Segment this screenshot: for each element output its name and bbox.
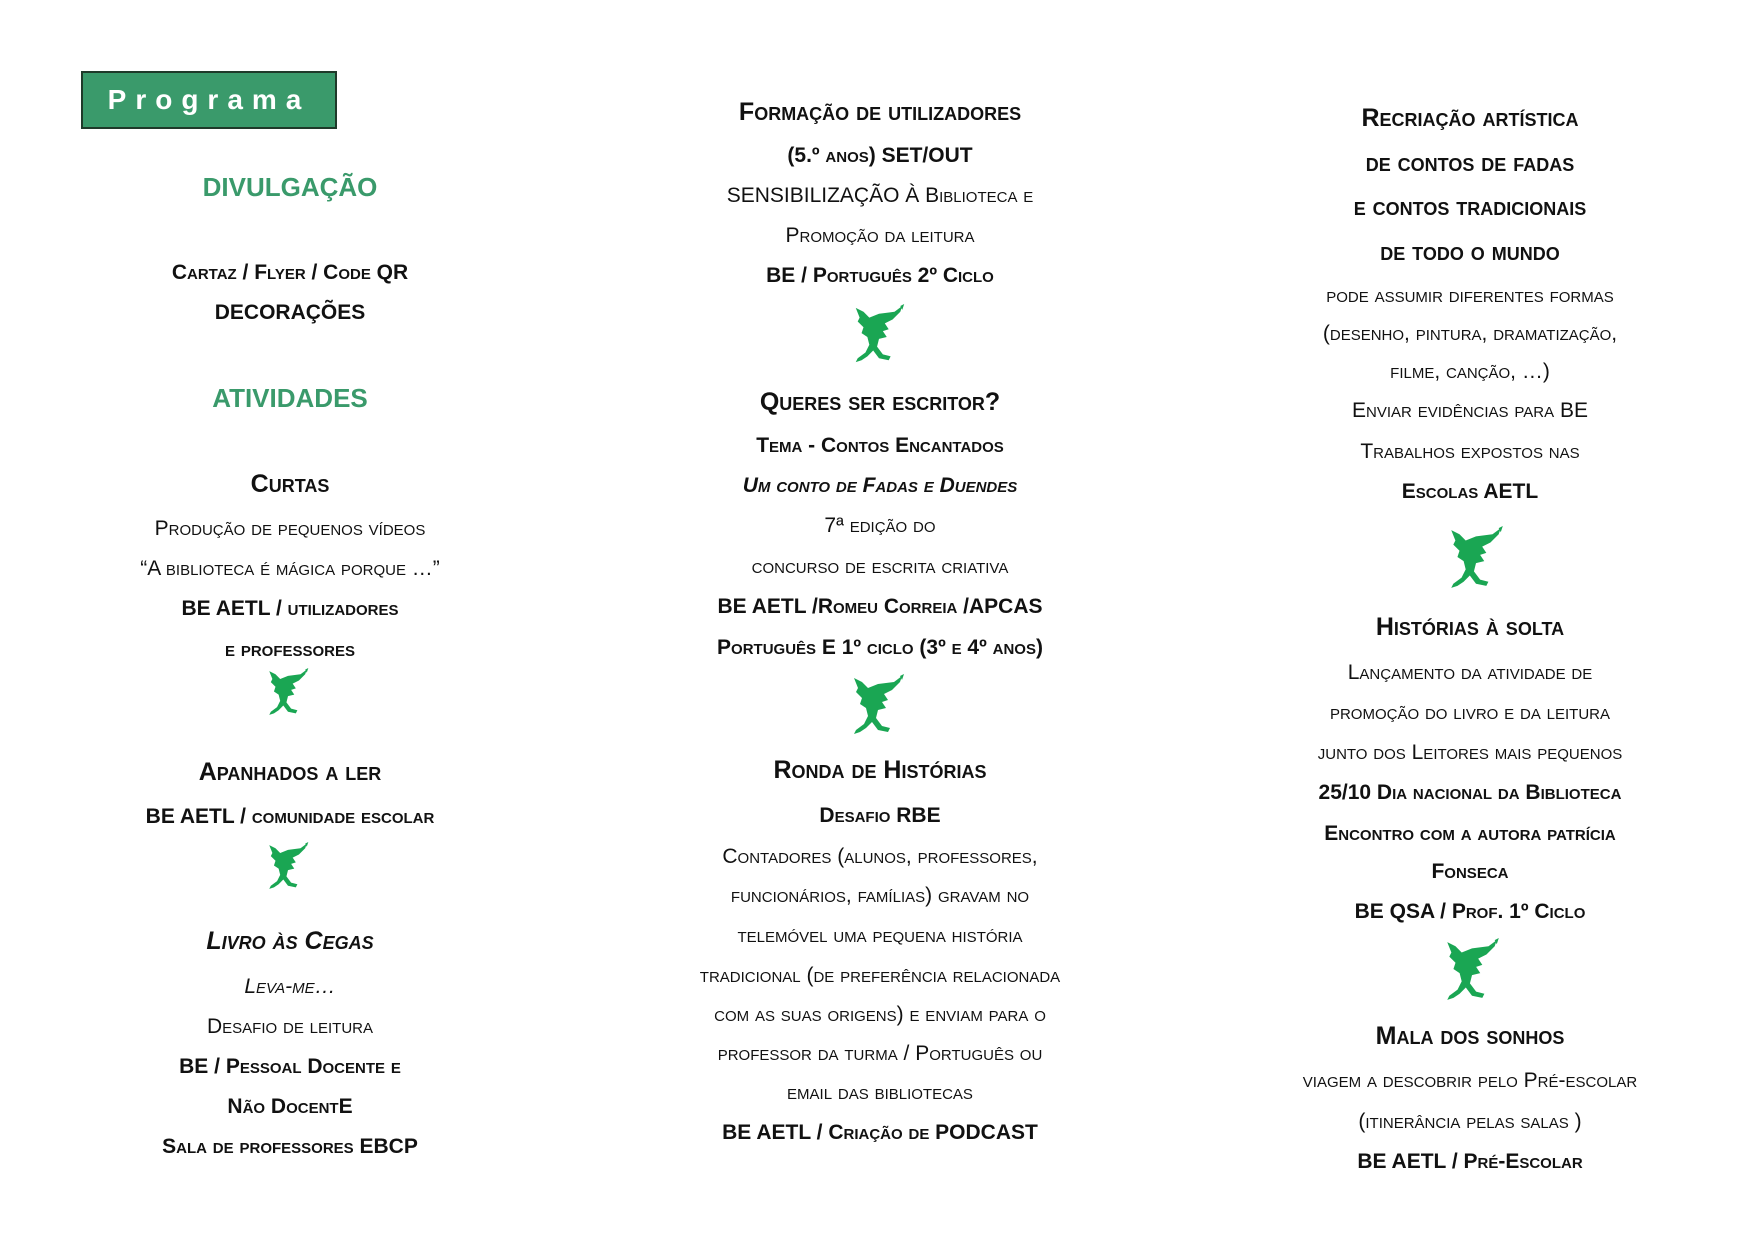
escritor-line: BE AETL /Romeu Correia /APCAS: [717, 595, 1043, 618]
formacao-title: Formação de utilizadores: [738, 98, 1022, 126]
atividades-heading: ATIVIDADES: [212, 383, 368, 413]
historias-line: junto dos Leitores mais pequenos: [1317, 741, 1623, 764]
livro-title: Livro às Cegas: [206, 927, 374, 955]
escritor-line: Um conto de Fadas e Duendes: [742, 474, 1018, 497]
recriacao-line: filme, canção, …): [1390, 360, 1550, 383]
formacao-line: Promoção da leitura: [785, 224, 975, 247]
formacao-line: SENSIBILIZAÇÃO À Biblioteca e: [726, 184, 1034, 207]
escritor-line: concurso de escrita criativa: [751, 555, 1009, 578]
recriacao-line: Escolas AETL: [1401, 480, 1539, 503]
ronda-line: tradicional (de preferência relacionada: [699, 964, 1061, 987]
ronda-line: funcionários, famílias) gravam no: [730, 884, 1030, 907]
curtas-line: “A biblioteca é mágica porque …”: [140, 557, 440, 580]
curtas-title: Curtas: [250, 470, 330, 498]
recriacao-line: (desenho, pintura, dramatização,: [1322, 322, 1618, 345]
mala-line: viagem a descobrir pelo Pré-escolar: [1302, 1069, 1638, 1092]
divulgacao-item: DECORAÇÕES: [214, 301, 366, 324]
curtas-line: BE AETL / utilizadores: [181, 597, 399, 620]
formacao-line: (5.º anos) SET/OUT: [787, 144, 973, 167]
mala-title: Mala dos sonhos: [1375, 1022, 1565, 1050]
livro-line: Sala de professores EBCP: [162, 1135, 418, 1158]
escritor-title: Queres ser escritor?: [759, 388, 1001, 416]
apanhados-title: Apanhados a ler: [198, 758, 382, 786]
ronda-line: BE AETL / Criação de PODCAST: [722, 1121, 1038, 1144]
historias-line: Fonseca: [1431, 860, 1509, 883]
curtas-line: Produção de pequenos vídeos: [154, 517, 426, 540]
historias-line: 25/10 Dia nacional da Biblioteca: [1318, 781, 1622, 804]
livro-line: Leva-me…: [244, 975, 336, 998]
escritor-line: Tema - Contos Encantados: [756, 434, 1004, 457]
runner-logo-icon: [843, 674, 913, 738]
historias-line: BE QSA / Prof. 1º Ciclo: [1354, 900, 1586, 923]
runner-logo-icon: [260, 842, 316, 892]
ronda-line: telemóvel uma pequena história: [737, 924, 1023, 947]
escritor-line: Português E 1º ciclo (3º e 4º anos): [717, 636, 1043, 659]
divulgacao-item: Cartaz / Flyer / Code QR: [171, 261, 409, 284]
runner-logo-icon: [1436, 938, 1508, 1004]
livro-line: Desafio de leitura: [206, 1015, 374, 1038]
ronda-line: Desafio RBE: [819, 804, 941, 827]
historias-line: promoção do livro e da leitura: [1329, 701, 1611, 724]
recriacao-title: de contos de fadas: [1365, 149, 1575, 177]
divulgacao-heading: DIVULGAÇÃO: [202, 172, 378, 202]
recriacao-line: Trabalhos expostos nas: [1360, 440, 1580, 463]
ronda-line: email das bibliotecas: [787, 1081, 973, 1104]
runner-logo-icon: [1440, 526, 1512, 592]
recriacao-title: Recriação artística: [1361, 104, 1579, 132]
program-label: Programa: [81, 71, 337, 129]
apanhados-line: BE AETL / comunidade escolar: [145, 805, 435, 828]
recriacao-line: pode assumir diferentes formas: [1326, 284, 1614, 307]
recriacao-title: e contos tradicionais: [1353, 193, 1587, 221]
escritor-line: 7ª edição do: [824, 514, 936, 537]
runner-logo-icon: [845, 304, 913, 366]
livro-line: BE / Pessoal Docente e: [179, 1055, 401, 1078]
recriacao-line: Enviar evidências para BE: [1352, 399, 1588, 422]
ronda-line: professor da turma / Português ou: [717, 1042, 1043, 1065]
runner-logo-icon: [260, 668, 316, 718]
mala-line: (itinerância pelas salas ): [1358, 1110, 1582, 1133]
formacao-line: BE / Português 2º Ciclo: [766, 264, 994, 287]
historias-title: Histórias à solta: [1375, 613, 1565, 641]
mala-line: BE AETL / Pré-Escolar: [1357, 1150, 1583, 1173]
ronda-title: Ronda de Histórias: [773, 756, 987, 784]
historias-line: Encontro com a autora patrícia: [1324, 822, 1616, 845]
curtas-line: e professores: [224, 638, 356, 661]
ronda-line: com as suas origens) e enviam para o: [714, 1003, 1046, 1026]
historias-line: Lançamento da atividade de: [1347, 661, 1593, 684]
livro-line: Não DocentE: [227, 1095, 353, 1118]
recriacao-title: de todo o mundo: [1380, 238, 1560, 266]
ronda-line: Contadores (alunos, professores,: [722, 845, 1038, 868]
